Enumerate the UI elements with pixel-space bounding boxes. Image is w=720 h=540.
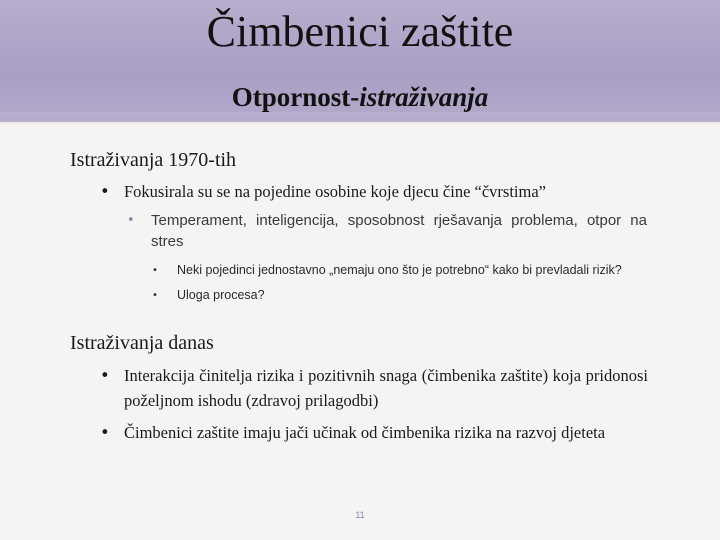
bullet-protective-factors bbox=[100, 420, 648, 445]
bullet-1970s-focus bbox=[100, 179, 648, 204]
page-number: 11 bbox=[355, 510, 365, 520]
bullet-dot: • bbox=[152, 265, 158, 276]
bullet-dot: • bbox=[127, 213, 135, 228]
subbullet-traits bbox=[127, 210, 647, 252]
subsubbullet-process bbox=[152, 286, 652, 304]
bullet-dot: • bbox=[100, 182, 110, 201]
section-heading-1970s: Istraživanja 1970-tih bbox=[70, 149, 237, 171]
slide-title: Čimbenici zaštite bbox=[206, 7, 514, 56]
bullet-text: Čimbenici zaštite imaju jači učinak od čimbenika rizika na razvoj djeteta bbox=[124, 423, 606, 442]
subtitle-plain: Otpornost- bbox=[231, 82, 360, 112]
subtitle-italic: istraživanja bbox=[359, 82, 489, 112]
bullet-text: Temperament, inteligencija, sposobnost rješavanja problema, otpor na stres bbox=[151, 212, 647, 250]
bullet-dot: • bbox=[152, 290, 158, 301]
bullet-dot: • bbox=[100, 366, 110, 385]
bullet-text: Fokusirala su se na pojedine osobine koje djecu čine “čvrstima” bbox=[124, 182, 546, 201]
bullet-text: Interakcija činitelja rizika i pozitivnih snaga (čimbenika zaštite) koja pridonosi poželjnom ishodu (zdravoj prilagodbi) bbox=[124, 366, 648, 410]
bullet-dot: • bbox=[100, 423, 110, 442]
bullet-text: Uloga procesa? bbox=[177, 288, 265, 302]
section-heading-today: Istraživanja danas bbox=[70, 332, 214, 354]
bullet-text: Neki pojedinci jednostavno „nemaju ono što je potrebno“ kako bi prevladali rizik? bbox=[177, 263, 622, 277]
subsubbullet-individuals bbox=[152, 261, 652, 279]
bullet-interaction bbox=[100, 363, 648, 413]
